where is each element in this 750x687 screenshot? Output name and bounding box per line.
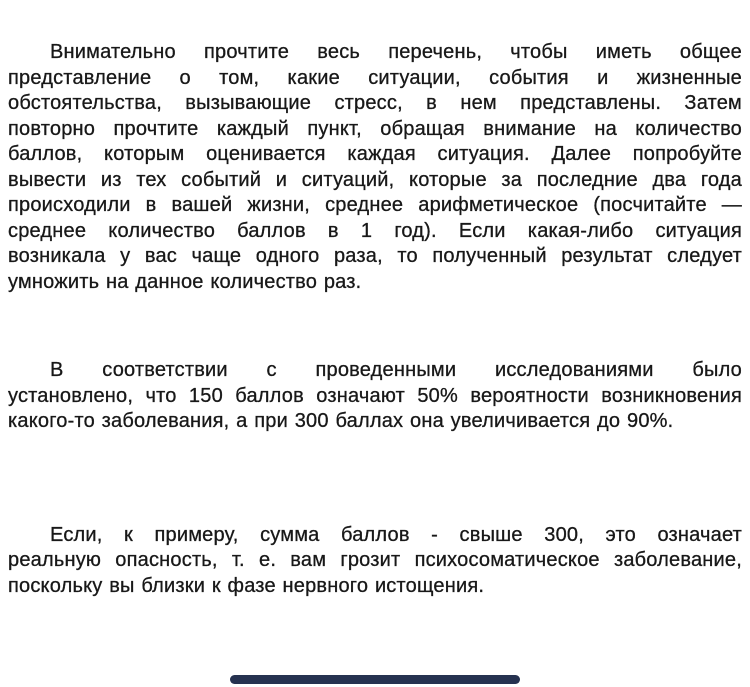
text-line: поскольку вы близки к фазе нервного истощения. xyxy=(8,574,485,597)
text-line: установлено, что 150 баллов означают 50% вероятности возникновения xyxy=(8,384,742,407)
text-line: повторно прочтите каждый пункт, обращая внимание на количество xyxy=(8,117,742,140)
text-line: среднее количество баллов в 1 год). Если какая-либо ситуация xyxy=(8,219,742,242)
text-line: какого-то заболевания, а при 300 баллах она увеличивается до 90%. xyxy=(8,410,674,432)
text-line: представление о том, какие ситуации, события и жизненные xyxy=(8,66,742,89)
text-line: Если, к примеру, сумма баллов - свыше 300, это означает xyxy=(50,523,742,546)
text-line: возникала у вас чаще одного раза, то полученный результат следует xyxy=(8,245,742,267)
paragraph-example-warning xyxy=(8,523,742,600)
home-indicator-bar[interactable] xyxy=(230,675,520,684)
paragraph-instructions xyxy=(8,40,742,295)
paragraph-research-results xyxy=(8,358,742,435)
text-line: вывести из тех событий и ситуаций, которые за последние два года xyxy=(8,168,742,191)
text-line: реальную опасность, т. е. вам грозит психосоматическое заболевание, xyxy=(8,549,742,571)
text-line: В соответствии с проведенными исследованиями было xyxy=(50,359,742,381)
text-line: обстоятельства, вызывающие стресс, в нем представлены. Затем xyxy=(8,92,742,114)
text-line: умножить на данное количество раз. xyxy=(8,270,362,293)
text-line: Внимательно прочтите весь перечень, чтобы иметь общее xyxy=(50,41,742,63)
text-line: происходили в вашей жизни, среднее арифметическое (посчитайте — xyxy=(8,194,742,216)
text-line: баллов, которым оценивается каждая ситуация. Далее попробуйте xyxy=(8,143,742,165)
